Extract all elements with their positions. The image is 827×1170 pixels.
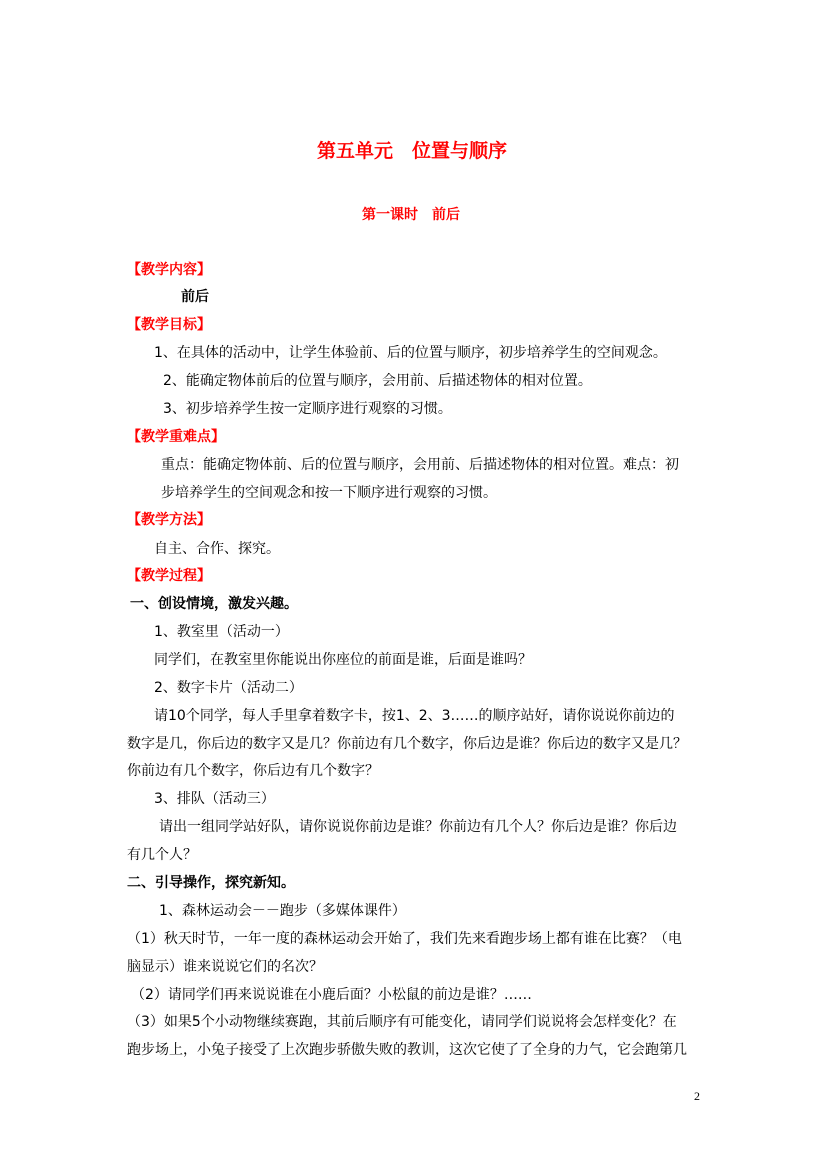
page-number: 2 (694, 1089, 700, 1103)
activity-2-title: 2、数字卡片（活动二） (154, 680, 303, 696)
section-head-content: 【教学内容】 (127, 262, 211, 278)
page-title: 第五单元 位置与顺序 (317, 140, 508, 162)
section-head-key: 【教学重难点】 (127, 429, 225, 445)
key-line-1: 重点：能确定物体前、后的位置与顺序，会用前、后描述物体的相对位置。难点：初 (161, 457, 679, 473)
section-head-process: 【教学过程】 (127, 568, 211, 584)
question-2: （2）请同学们再来说说谁在小鹿后面？小松鼠的前边是谁？…… (131, 987, 532, 1003)
activity-3-title: 3、排队（活动三） (154, 791, 275, 807)
goal-item-1: 1、在具体的活动中，让学生体验前、后的位置与顺序，初步培养学生的空间观念。 (154, 345, 667, 361)
forest-activity-title: 1、森林运动会－－跑步（多媒体课件） (159, 903, 406, 919)
content-body: 前后 (181, 289, 209, 305)
method-body: 自主、合作、探究。 (154, 541, 280, 557)
activity-2-line-2: 数字是几，你后边的数字又是几？你前边有几个数字，你后边是谁？你后边的数字又是几？ (127, 736, 687, 752)
process-part-2-title: 二、引导操作，探究新知。 (127, 875, 295, 891)
activity-1-title: 1、教室里（活动一） (154, 624, 289, 640)
goal-item-3: 3、初步培养学生按一定顺序进行观察的习惯。 (163, 401, 452, 417)
activity-2-line-3: 你前边有几个数字，你后边有几个数字？ (127, 763, 379, 779)
section-head-method: 【教学方法】 (127, 512, 211, 528)
process-part-1-title: 一、创设情境，激发兴趣。 (130, 596, 298, 612)
activity-1-text: 同学们，在教室里你能说出你座位的前面是谁，后面是谁吗？ (154, 652, 532, 668)
activity-3-line-1: 请出一组同学站好队，请你说说你前边是谁？你前边有几个人？你后边是谁？你后边 (159, 819, 677, 835)
question-3-line-1: （3）如果5个小动物继续赛跑，其前后顺序有可能变化，请同学们说说将会怎样变化？在 (127, 1014, 677, 1030)
key-line-2: 步培养学生的空间观念和按一下顺序进行观察的习惯。 (161, 485, 497, 501)
goal-item-2: 2、能确定物体前后的位置与顺序，会用前、后描述物体的相对位置。 (163, 373, 592, 389)
question-1-line-2: 脑显示）谁来说说它们的名次？ (127, 959, 323, 975)
lesson-subtitle: 第一课时 前后 (362, 207, 460, 223)
question-3-line-2: 跑步场上，小兔子接受了上次跑步骄傲失败的教训，这次它使了了全身的力气，它会跑第几 (127, 1042, 687, 1058)
activity-3-line-2: 有几个人？ (127, 847, 197, 863)
section-head-goal: 【教学目标】 (127, 317, 211, 333)
activity-2-line-1: 请10个同学，每人手里拿着数字卡，按1、2、3……的顺序站好，请你说说你前边的 (154, 708, 675, 724)
question-1-line-1: （1）秋天时节，一年一度的森林运动会开始了，我们先来看跑步场上都有谁在比赛？（电 (127, 931, 682, 947)
